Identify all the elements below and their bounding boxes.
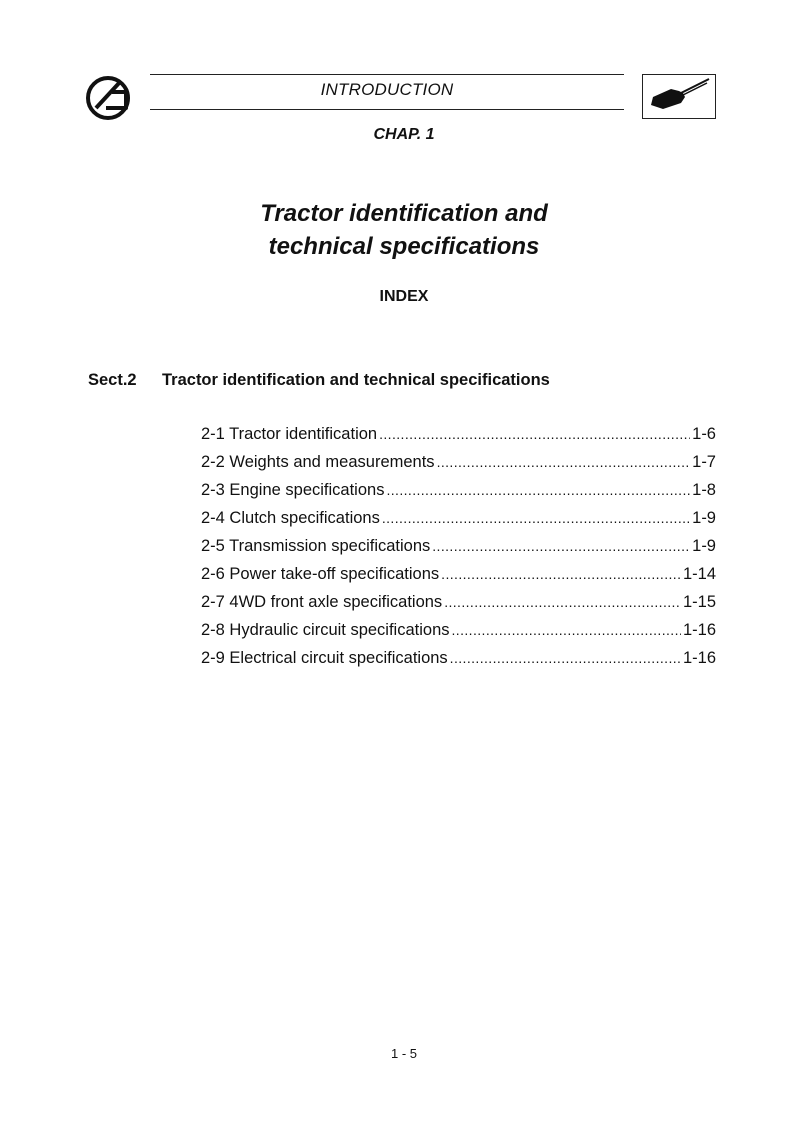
page-title: [0, 197, 794, 263]
toc-entry-page: 1-8: [692, 481, 716, 499]
company-logo-icon: [86, 74, 134, 122]
dot-leader: [452, 622, 681, 638]
index-heading: INDEX: [379, 288, 429, 305]
toc-entry[interactable]: [201, 649, 716, 677]
toc-entry-label: 2-6 Power take-off specifications: [201, 565, 440, 583]
toc-entry[interactable]: [201, 453, 716, 481]
table-of-contents: [201, 425, 716, 677]
toc-entry-label: 2-9 Electrical circuit specifications: [201, 649, 448, 667]
toc-entry[interactable]: [201, 481, 716, 509]
toc-entry-label: 2-2 Weights and measurements: [201, 453, 435, 471]
toc-entry-label: 2-8 Hydraulic circuit specifications: [201, 621, 450, 639]
toc-entry[interactable]: [201, 593, 716, 621]
toc-entry[interactable]: [201, 621, 716, 649]
dot-leader: [441, 566, 681, 582]
dot-leader: [379, 426, 690, 442]
header-band: [150, 74, 624, 110]
toc-entry-label: 2-7 4WD front axle specifications: [201, 593, 443, 611]
dot-leader: [450, 650, 681, 666]
dot-leader: [382, 510, 690, 526]
toc-entry-page: 1-6: [692, 425, 716, 443]
hand-pointing-icon: [642, 74, 716, 119]
toc-entry-page: 1-7: [692, 453, 716, 471]
toc-entry-page: 1-9: [692, 509, 716, 527]
toc-entry[interactable]: [201, 509, 716, 537]
title-line-1: Tractor identification and: [260, 200, 548, 227]
section-number: Sect.2: [88, 371, 137, 389]
toc-entry-page: 1-16: [682, 621, 716, 639]
toc-entry-page: 1-9: [692, 537, 716, 555]
toc-entry-page: 1-15: [682, 593, 716, 611]
toc-entry[interactable]: [201, 425, 716, 453]
dot-leader: [444, 594, 681, 610]
toc-entry-label: 2-4 Clutch specifications: [201, 509, 380, 527]
dot-leader: [432, 538, 690, 554]
page-number: 1 - 5: [390, 1046, 417, 1061]
toc-entry-label: 2-5 Transmission specifications: [201, 537, 431, 555]
dot-leader: [386, 482, 690, 498]
title-line-2: technical specifications: [268, 233, 540, 260]
toc-entry[interactable]: [201, 537, 716, 565]
toc-entry-page: 1-16: [682, 649, 716, 667]
section-title: Tractor identification and technical specifications: [162, 371, 550, 389]
toc-entry[interactable]: [201, 565, 716, 593]
toc-entry-page: 1-14: [682, 565, 716, 583]
toc-entry-label: 2-3 Engine specifications: [201, 481, 385, 499]
chapter-label: CHAP. 1: [373, 126, 435, 143]
dot-leader: [437, 454, 691, 470]
header-title: INTRODUCTION: [320, 80, 454, 99]
toc-entry-label: 2-1 Tractor identification: [201, 425, 378, 443]
